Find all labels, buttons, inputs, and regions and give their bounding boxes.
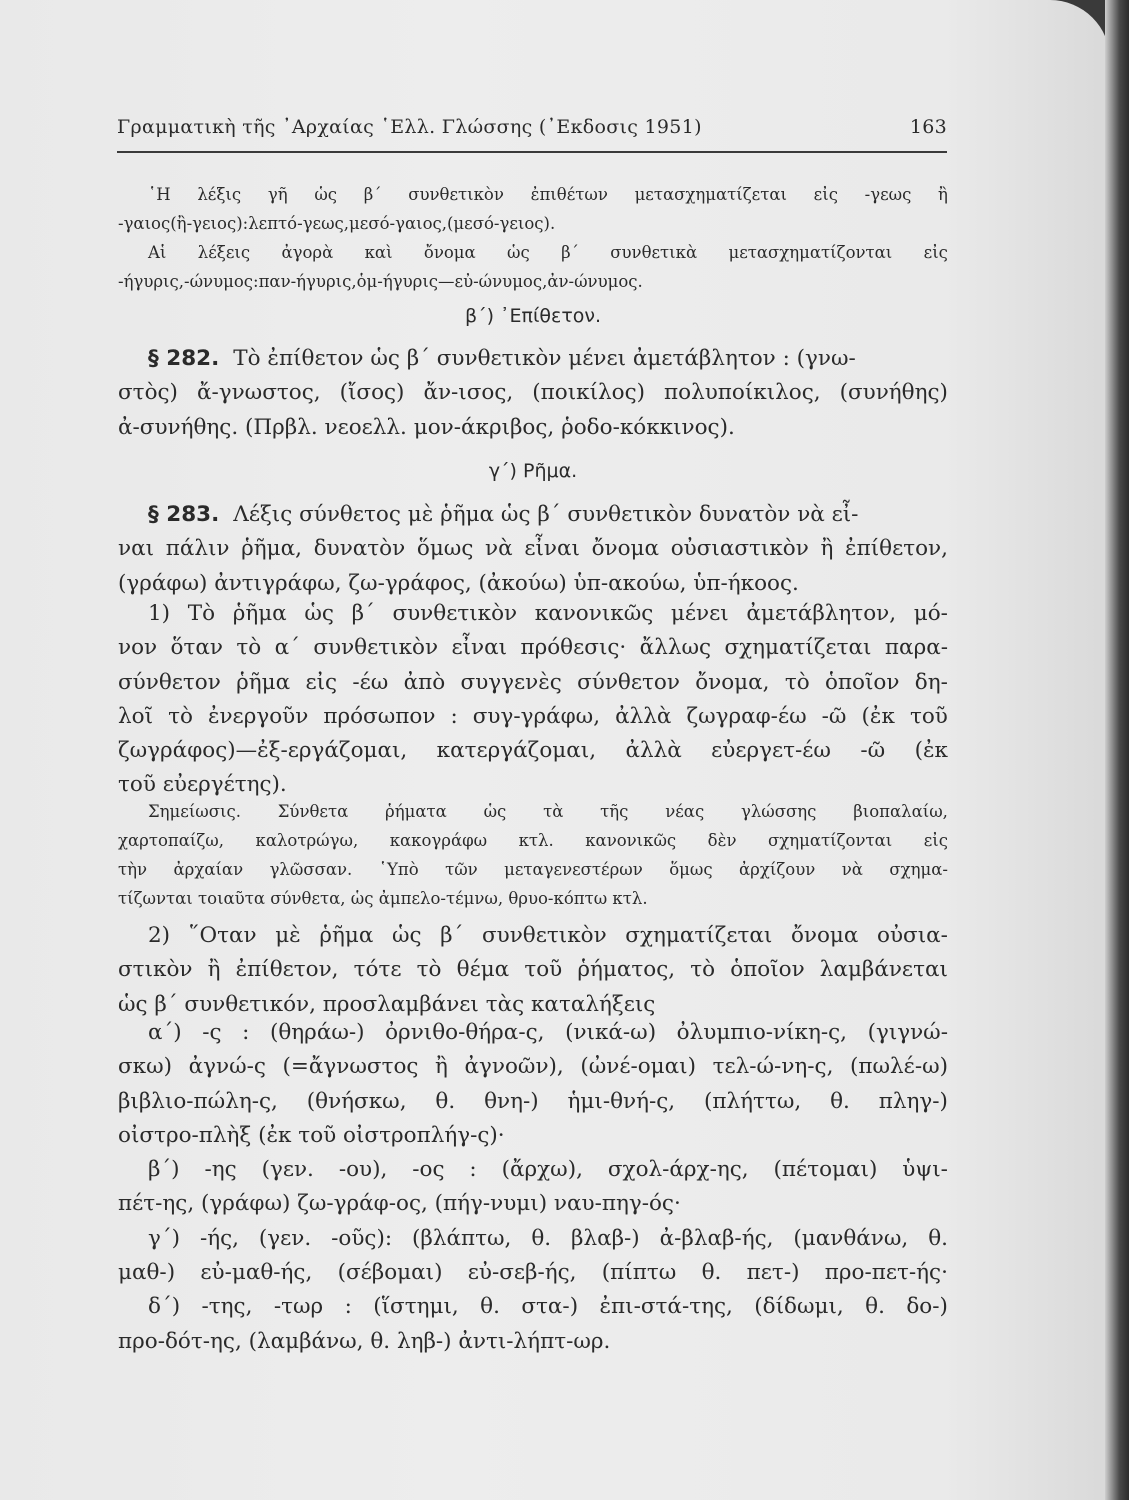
text-line: ναι πάλιν ῥῆμα, δυνατὸν ὅμως νὰ εἶναι ὄνομα οὐσιαστικὸν ἢ ἐπίθετον,: [118, 536, 948, 562]
text-line: -ήγυρις, -ώνυμος: παν-ήγυρις, ὁμ-ήγυρις—εὐ-ώνυμος, ἀν-ώνυμος.: [118, 272, 643, 291]
page-number: 163: [909, 116, 947, 138]
text-line: Σημείωσις. Σύνθετα ῥήματα ὡς τὰ τῆς νέας γλώσσης βιοπαλαίω,: [148, 802, 948, 821]
text-line: τίζωνται τοιαῦτα σύνθετα, ὡς ἀμπελο-τέμνω, θρυο-κόπτω κτλ.: [118, 889, 648, 908]
page-edge-shadow: [1105, 0, 1129, 1500]
subheading-rima: γ΄) Ρῆμα.: [488, 460, 578, 482]
text-line: χαρτοπαίζω, καλοτρώγω, κακογράφω κτλ. κανονικῶς δὲν σχηματίζονται εἰς: [118, 831, 948, 850]
subheading-epitheton: β΄) ᾿Επίθετον.: [464, 305, 602, 327]
header-rule: [117, 151, 947, 153]
text-line: τὴν ἀρχαίαν γλῶσσαν. ῾Υπὸ τῶν μεταγενεστέρων ὅμως ἀρχίζουν νὰ σχημα-: [118, 860, 948, 879]
text-line: ὡς β΄ συνθετικόν, προσλαμβάνει τὰς καταλήξεις: [118, 991, 656, 1017]
text-line: στικὸν ἢ ἐπίθετον, τότε τὸ θέμα τοῦ ῥήματος, τὸ ὁποῖον λαμβάνεται: [118, 957, 948, 983]
section-282: [118, 342, 948, 445]
text-line: νον ὅταν τὸ α΄ συνθετικὸν εἶναι πρόθεσις· ἄλλως σχηματίζεται παρα-: [118, 635, 948, 661]
text-line: ἀ-συνήθης. (Πρβλ. νεοελλ. μον-άκριβος, ῥοδο-κόκκινος).: [118, 414, 735, 440]
section-number: § 283.: [148, 502, 220, 527]
text-line: σύνθετον ῥῆμα εἰς -έω ἀπὸ συγγενὲς σύνθετον ὄνομα, τὸ ὁποῖον δη-: [118, 669, 948, 695]
text-line: Λέξις σύνθετος μὲ ῥῆμα ὡς β΄ συνθετικὸν δυνατὸν νὰ εἶ-: [233, 502, 859, 527]
header-title: Γραμματικὴ τῆς ᾿Αρχαίας ῾Ελλ. Γλώσσης (᾿Εκδοσις 1951): [117, 116, 702, 138]
list-item: δ΄) -της, -τωρ : (ἵστημι, θ. στα-) ἐπι-στά-της, (δίδωμι, θ. δο-): [148, 1294, 948, 1320]
note-block: [118, 797, 948, 913]
paragraph-1: [118, 597, 948, 803]
list-item: βιβλιο-πώλη-ς, (θνήσκω, θ. θνη-) ἡμι-θνή-ς, (πλήττω, θ. πληγ-): [118, 1088, 948, 1114]
list-item: σκω) ἀγνώ-ς (=ἄγνωστος ἢ ἀγνοῶν), (ὠνέ-ομαι) τελ-ώ-νη-ς, (πωλέ-ω): [118, 1054, 948, 1080]
text-line: λοῖ τὸ ἐνεργοῦν πρόσωπον : συγ-γράφω, ἀλλὰ ζωγραφ-έω -ῶ (ἐκ τοῦ: [118, 703, 948, 729]
list-item: οἰστρο-πλὴξ (ἐκ τοῦ οἰστροπλήγ-ς)·: [118, 1122, 505, 1148]
text-line: Τὸ ἐπίθετον ὡς β΄ συνθετικὸν μένει ἀμετάβλητον : (γνω-: [233, 346, 856, 371]
intro-block: [118, 180, 948, 296]
text-line: (γράφω) ἀντιγράφω, ζω-γράφος, (ἀκούω) ὑπ-ακούω, ὑπ-ήκοος.: [118, 570, 799, 596]
list-item: προ-δότ-ης, (λαμβάνω, θ. ληβ-) ἀντι-λήπτ-ωρ.: [118, 1328, 611, 1354]
text-line: τοῦ εὐεργέτης).: [118, 772, 287, 798]
list-item: β΄) -ης (γεν. -ου), -ος : (ἄρχω), σχολ-άρχ-ης, (πέτομαι) ὑψι-: [148, 1157, 948, 1183]
list-item: α΄) -ς : (θηράω-) ὀρνιθο-θήρα-ς, (νικά-ω) ὀλυμπιο-νίκη-ς, (γιγνώ-: [148, 1020, 948, 1045]
text-line: στὸς) ἄ-γνωστος, (ἴσος) ἄν-ισος, (ποικίλος) πολυποίκιλος, (συνήθης): [118, 380, 948, 406]
text-line: Αἱ λέξεις ἀγορὰ καὶ ὄνομα ὡς β΄ συνθετικὰ μετασχηματίζονται εἰς: [148, 243, 948, 262]
section-283: [118, 498, 948, 601]
running-header: [117, 116, 947, 138]
paragraph-2: [118, 919, 948, 1022]
text-line: ῾Η λέξις γῆ ὡς β΄ συνθετικὸν ἐπιθέτων μετασχηματίζεται εἰς -γεως ἢ: [148, 185, 948, 204]
text-line: ζωγράφος)—ἐξ-εργάζομαι, κατεργάζομαι, ἀλλὰ εὐεργετ-έω -ῶ (ἐκ: [118, 738, 948, 764]
list-item: γ΄) -ής, (γεν. -οῦς): (βλάπτω, θ. βλαβ-) ἀ-βλαβ-ής, (μανθάνω, θ.: [148, 1225, 948, 1251]
list-item: πέτ-ης, (γράφω) ζω-γράφ-ος, (πήγ-νυμι) ναυ-πηγ-ός·: [118, 1191, 681, 1217]
list-item: μαθ-) εὐ-μαθ-ής, (σέβομαι) εὐ-σεβ-ής, (πίπτω θ. πετ-) προ-πετ-ής·: [118, 1260, 948, 1286]
section-number: § 282.: [148, 346, 220, 371]
text-line: 1) Τὸ ῥῆμα ὡς β΄ συνθετικὸν κανονικῶς μένει ἀμετάβλητον, μό-: [148, 601, 948, 626]
text-line: 2) ῞Οταν μὲ ῥῆμα ὡς β΄ συνθετικὸν σχηματίζεται ὄνομα οὐσια-: [148, 923, 948, 948]
text-line: -γαιος (ἢ -γειος): λεπτό-γεως, μεσό-γαιος, (μεσό-γειος).: [118, 214, 556, 233]
endings-list: [118, 1016, 948, 1359]
